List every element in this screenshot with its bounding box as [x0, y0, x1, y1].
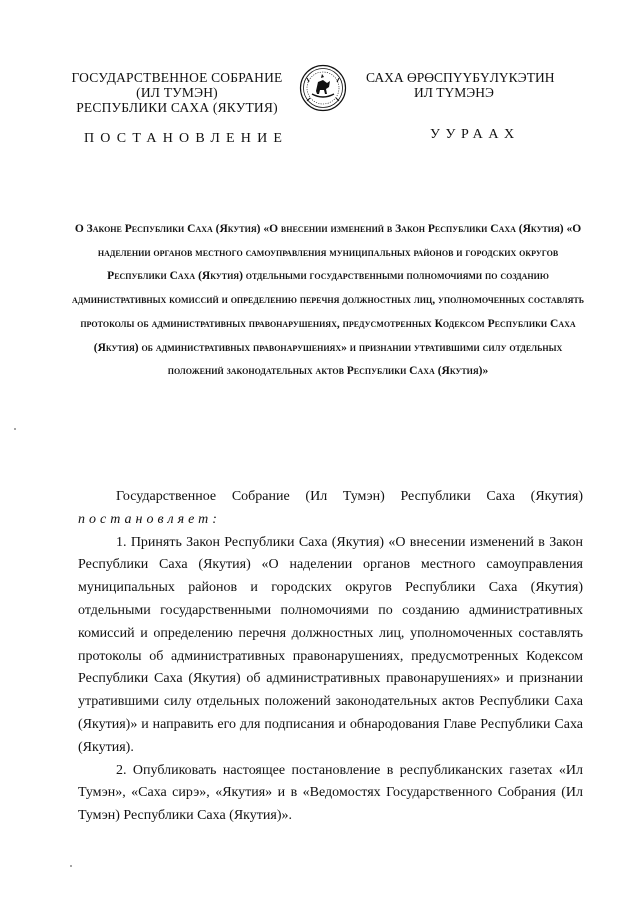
issuer-line-3: РЕСПУБЛИКИ САХА (ЯКУТИЯ): [76, 100, 278, 115]
issuer-line-1: ГОСУДАРСТВЕННОЕ СОБРАНИЕ: [71, 70, 283, 85]
issuer-name-russian: [50, 70, 304, 115]
issuer-yakut-line-2: ИЛ ТҮМЭНЭ: [414, 85, 494, 100]
body-item-2: 2. Опубликовать настоящее постановление в республиканских газетах «Ил Тумэн», «Саха сирэ», «Якутия» и в «Ведомостях Государственного Собрания (Ил Тумэн) Республики Саха (Якутия)».: [78, 762, 583, 824]
issuer-line-2: (ИЛ ТУМЭН): [136, 85, 218, 100]
body-resolves: [78, 509, 583, 532]
issuer-yakut-line-1: САХА ӨРӨСПҮҮБҮЛҮКЭТИН: [366, 70, 555, 85]
issuer-name-yakut: [366, 70, 586, 100]
body-intro: Государственное Собрание (Ил Тумэн) Республики Саха (Якутия): [116, 489, 583, 504]
scan-speck: [70, 865, 72, 867]
resolution-title: О Законе Республики Саха (Якутия) «О внесении изменений в Закон Республики Саха (Якутия) «О наделении органов местного самоуправления муниципальных районов и городских округов Республики Саха (Якутия) отдельными государственными полномочиями по созданию административных комиссий и определению перечня должностных лиц, уполномоченных составлять протоколы об административных правонарушениях, предусмотренных Кодексом Республики Саха (Якутия) об административных правонарушениях» и признании утратившими силу отдельных положений законодательных актов Республики Саха (Якутия)»: [71, 223, 585, 378]
body-item-1: 1. Принять Закон Республики Саха (Якутия) «О внесении изменений в Закон Республики Саха (Якутия) «О наделении органов местного самоуправления муниципальных районов и городских округов Республики Саха (Якутия) отдельными государственными полномочиями по созданию административных комиссий и определению перечня должностных лиц, уполномоченных составлять протоколы об административных правонарушениях, предусмотренных Кодексом Республики Саха (Якутия) об административных правонарушениях» и признании утратившими силу отдельных положений законодательных актов Республики Саха (Якутия)» и направить его для подписания и обнародования Главе Республики Саха (Якутия).: [78, 534, 583, 755]
resolution-body: [78, 486, 583, 828]
doc-type-russian: ПОСТАНОВЛЕНИЕ: [84, 131, 289, 146]
coat-of-arms-emblem: [299, 64, 347, 112]
doc-type-yakut: УУРААХ: [430, 127, 520, 142]
scan-speck: [14, 428, 16, 430]
resolves-word: постановляет:: [78, 511, 221, 527]
